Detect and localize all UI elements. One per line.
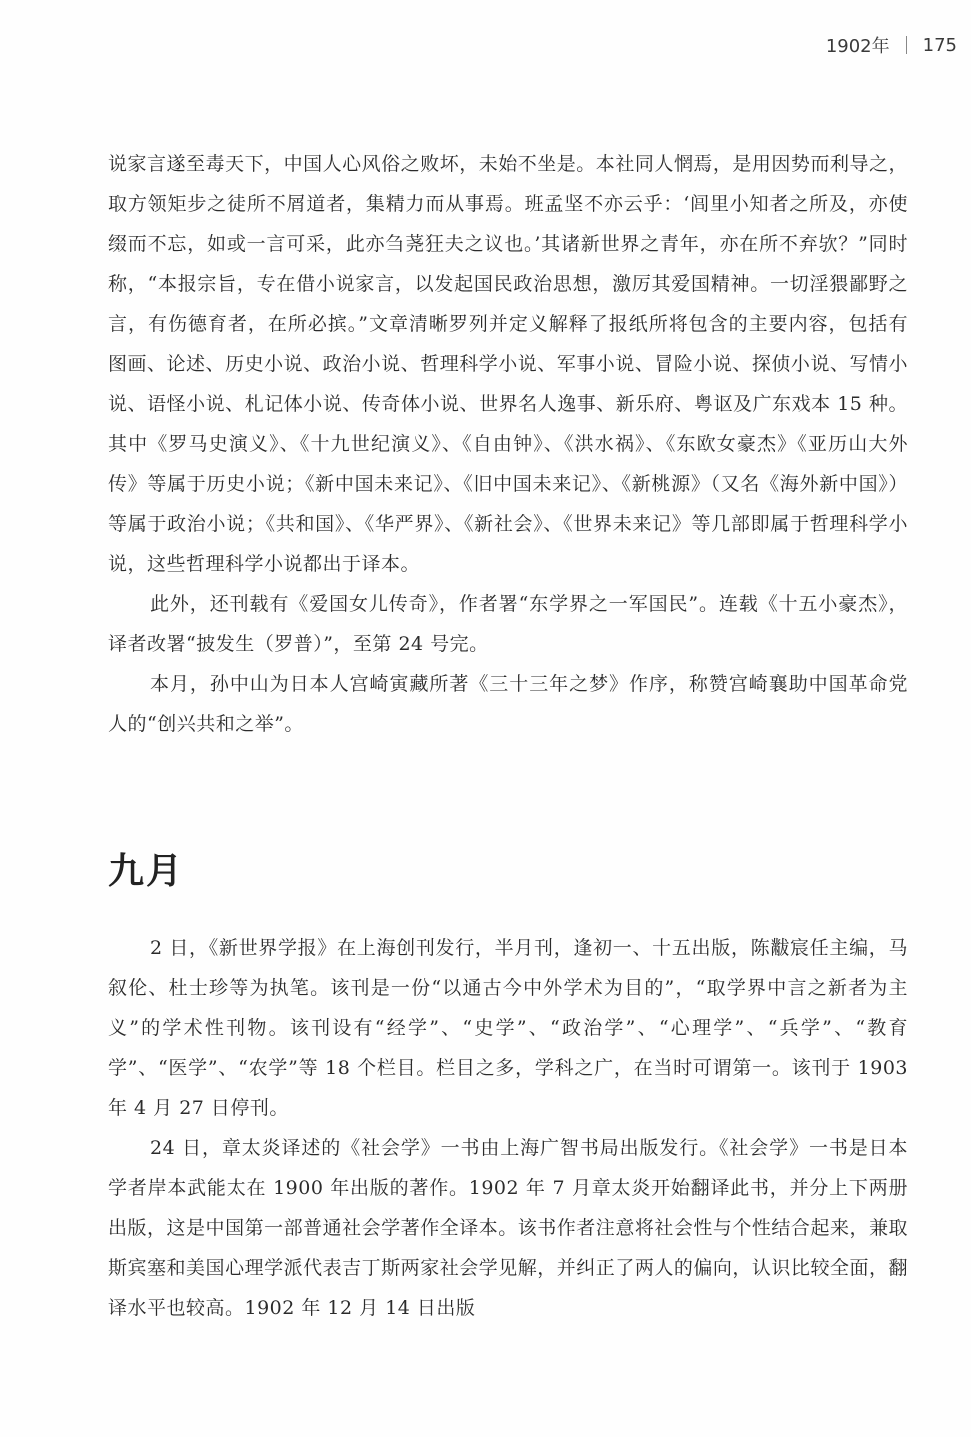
page-number: 175 bbox=[922, 34, 957, 56]
paragraph: 本月，孙中山为日本人宫崎寅藏所著《三十三年之梦》作序，称赞宫崎襄助中国革命党人的“创兴共和之举”。 bbox=[108, 673, 908, 735]
paragraph-continued: 说家言遂至毒天下，中国人心风俗之败坏，未始不坐是。本社同人惘焉，是用因势而利导之，取方领矩步之徒所不屑道者，集精力而从事焉。班孟坚不亦云乎：‘闾里小知者之所及，亦使缀而不忘，如或一言可采，此亦刍荛狂夫之议也。’其诸新世界之青年，亦在所不弃欤？”同时称，“本报宗旨，专在借小说家言，以发起国民政治思想，激厉其爱国精神。一切淫猥鄙野之言，有伤德育者，在所必摈。”文章清晰罗列并定义解释了报纸所将包含的主要内容，包括有图画、论述、历史小说、政治小说、哲理科学小说、军事小说、冒险小说、探侦小说、写情小说、语怪小说、札记体小说、传奇体小说、世界名人逸事、新乐府、粤讴及广东戏本 15 种。其中《罗马史演义》、《十九世纪演义》、《自由钟》、《洪水祸》、《东欧女豪杰》《亚历山大外传》等属于历史小说；《新中国未来记》、《旧中国未来记》、《新桃源》（又名《海外新中国》）等属于政治小说；《共和国》、《华严界》、《新社会》、《世界未来记》等几部即属于哲理科学小说，这些哲理科学小说都出于译本。 bbox=[108, 153, 908, 575]
body-text-section-2 bbox=[108, 928, 908, 1328]
paragraph: 此外，还刊载有《爱国女儿传奇》，作者署“东学界之一军国民”。连载《十五小豪杰》，译者改署“披发生（罗普）”，至第 24 号完。 bbox=[108, 593, 908, 655]
paragraph: 24 日，章太炎译述的《社会学》一书由上海广智书局出版发行。《社会学》一书是日本学者岸本武能太在 1900 年出版的著作。1902 年 7 月章太炎开始翻译此书，并分上下两册出版，这是中国第一部普通社会学著作全译本。该书作者注意将社会性与个性结合起来，兼取斯宾塞和美国心理学派代表吉丁斯两家社会学见解，并纠正了两人的偏向，认识比较全面，翻译水平也较高。1902 年 12 月 14 日出版 bbox=[108, 1137, 908, 1319]
running-head-year: 1902年 bbox=[825, 36, 890, 57]
section-heading-september: 九月 bbox=[108, 850, 185, 892]
running-head-divider bbox=[906, 36, 907, 54]
paragraph: 2 日，《新世界学报》在上海创刊发行，半月刊，逢初一、十五出版，陈黻宸任主编，马叙伦、杜士珍等为执笔。该刊是一份“以通古今中外学术为目的”，“取学界中言之新者为主义”的学术性刊物。该刊设有“经学”、“史学”、“政治学”、“心理学”、“兵学”、“教育学”、“医学”、“农学”等 18 个栏目。栏目之多，学科之广，在当时可谓第一。该刊于 1903 年 4 月 27 日停刊。 bbox=[108, 937, 908, 1119]
running-head bbox=[826, 32, 957, 58]
body-text-section-1 bbox=[108, 144, 908, 744]
